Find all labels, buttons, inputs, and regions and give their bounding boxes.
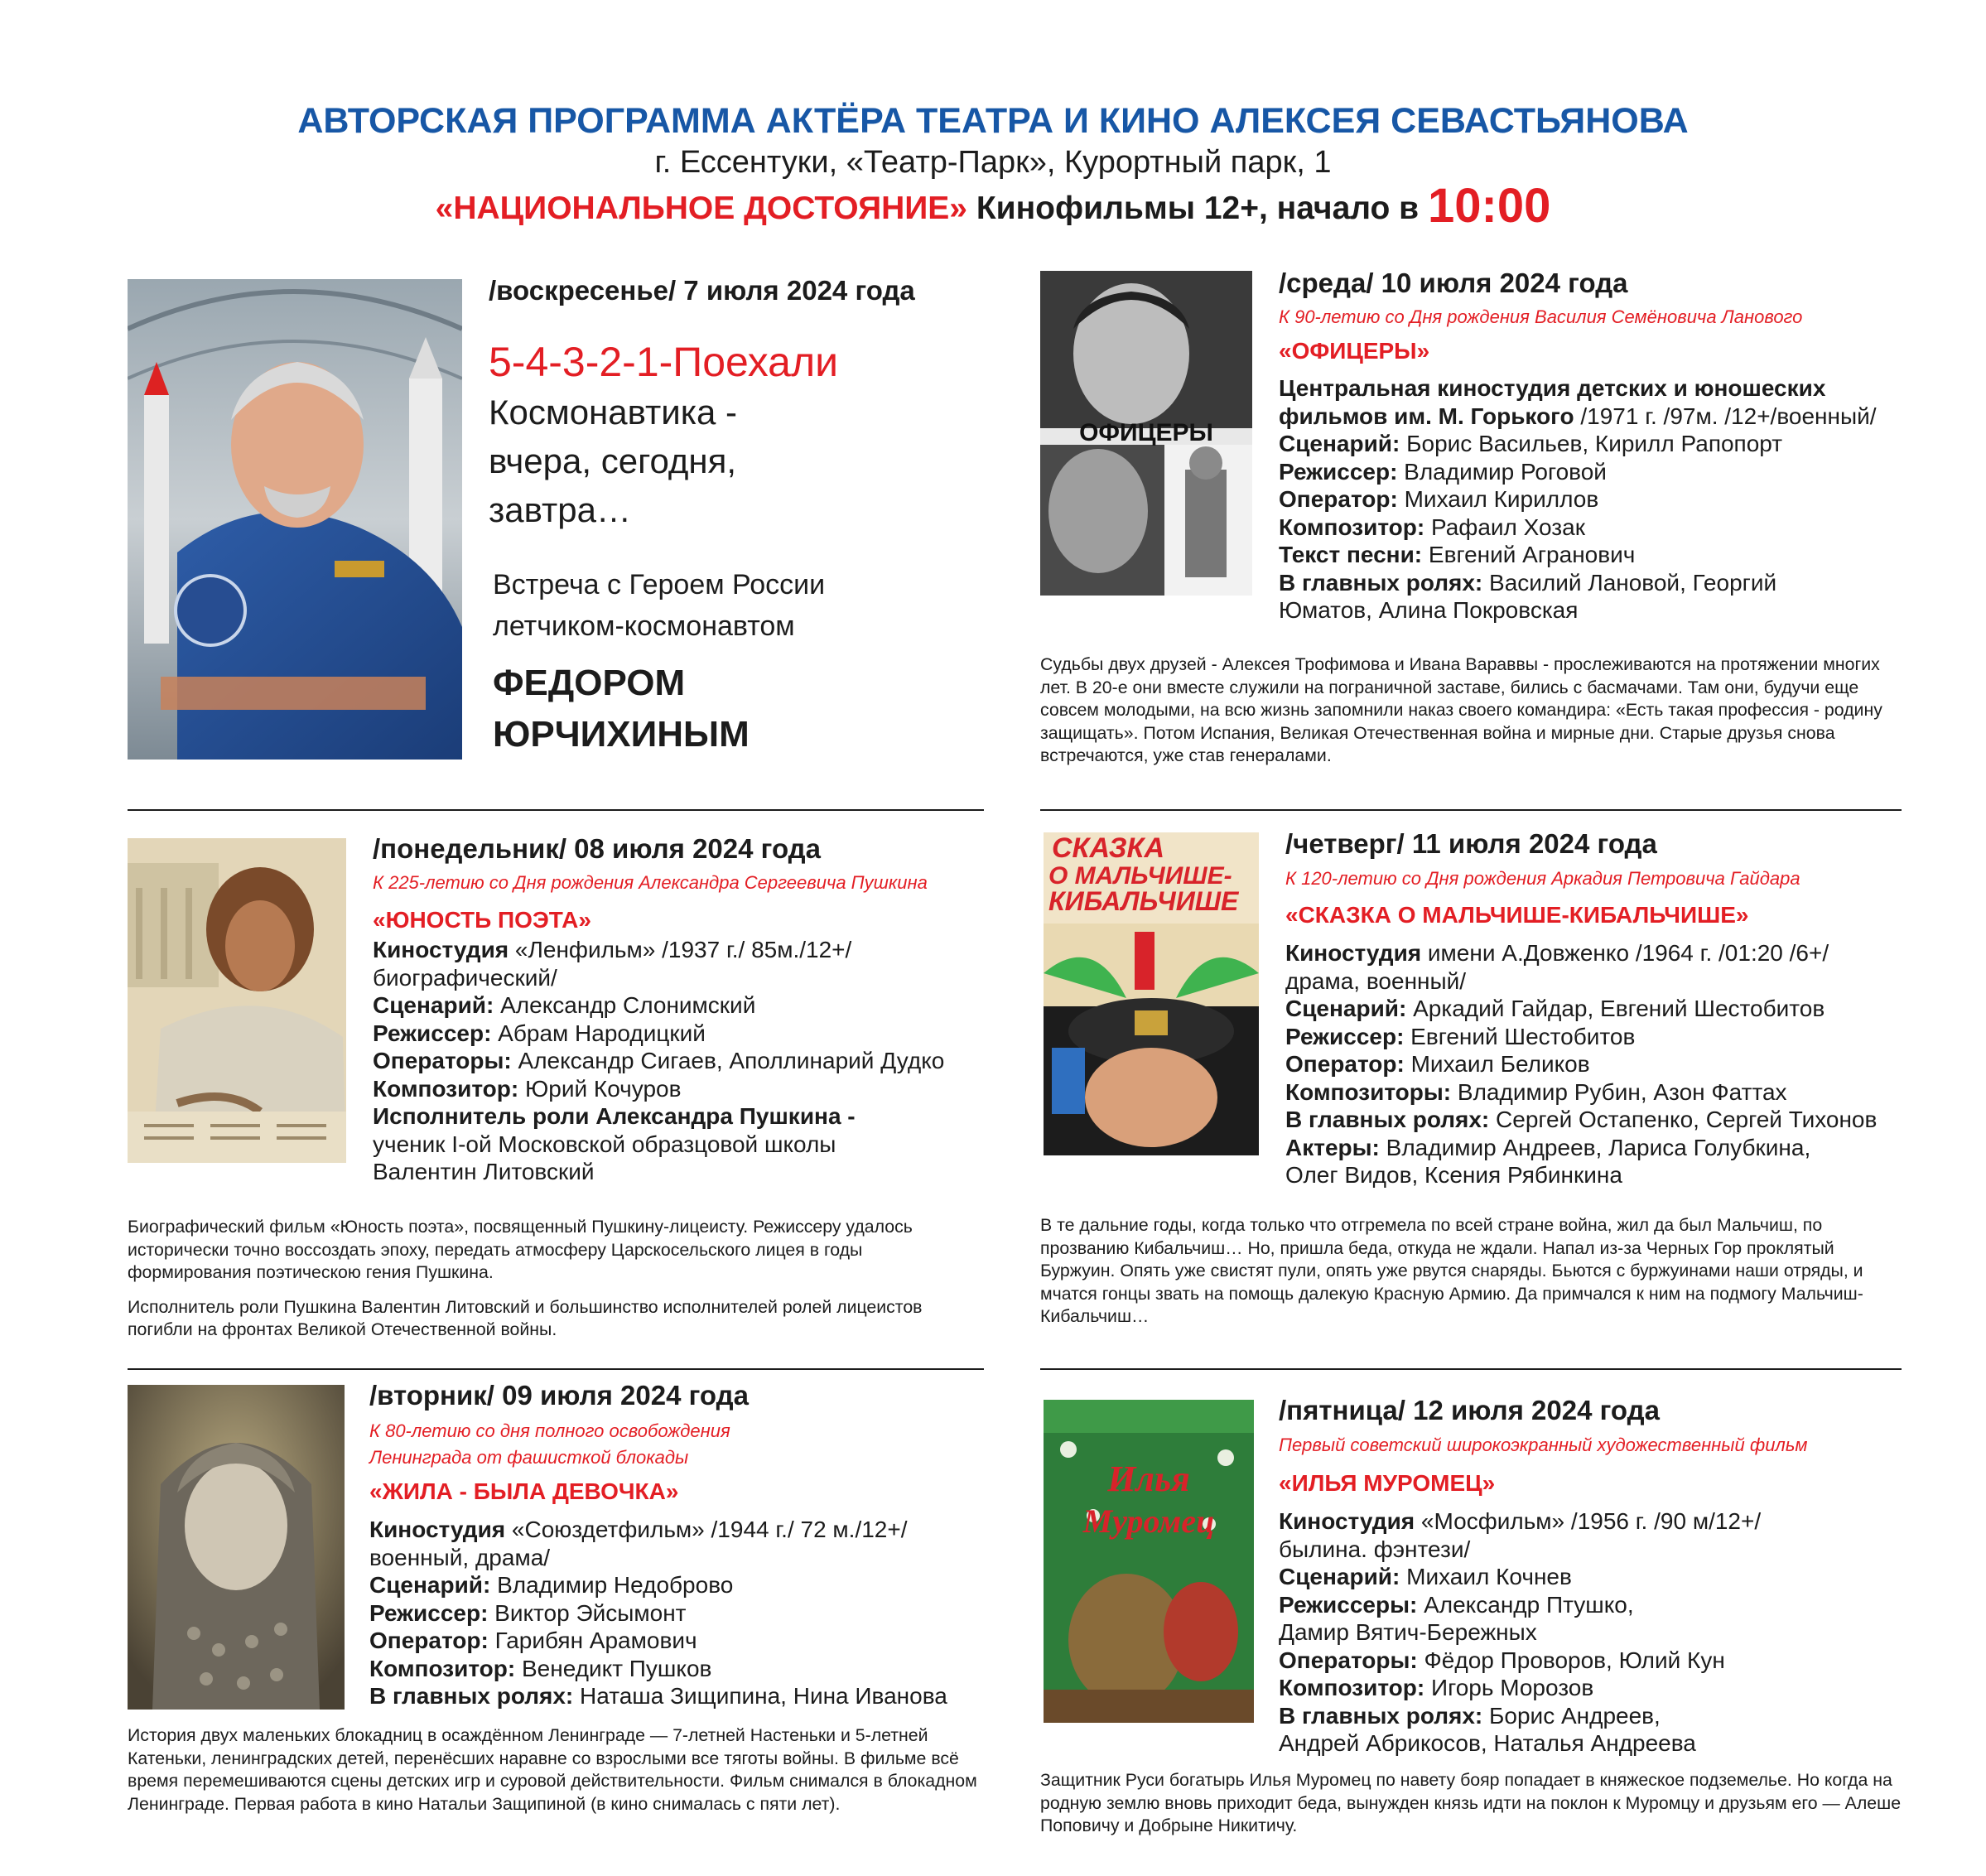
credit-line: Текст песни: Евгений Агранович: [1279, 542, 1636, 567]
meeting-line: летчиком-космонавтом: [493, 610, 795, 642]
studio-line: Киностудия «Мосфильм» /1956 г. /90 м/12+/ былина. фэнтези/: [1279, 1508, 1762, 1562]
friday-anniversary: Первый советский широкоэкранный художественный фильм: [1279, 1435, 1808, 1455]
credit-line: Режиссер: Владимир Роговой: [1279, 458, 1607, 485]
meeting-line: Встреча с Героем России: [493, 569, 826, 600]
credit-line: Оператор: Гарибян Арамович: [369, 1628, 697, 1653]
credit-line: Режиссер: Евгений Шестобитов: [1285, 1023, 1636, 1049]
credit-line: Композитор: Игорь Морозов: [1279, 1675, 1594, 1700]
studio-line: Центральная киностудия детских и юношеских фильмов им. М. Горького /1971 г. /97м. /12+/военный/: [1279, 375, 1877, 429]
credit-line: Сценарий: Михаил Кочнев: [1279, 1564, 1572, 1589]
films-info: Кинофильмы 12+, начало в: [967, 190, 1428, 226]
description-paragraph: Исполнитель роли Пушкина Валентин Литовский и большинство исполнителей ролей лицеистов погибли на фронтах Великой Отечественной войны.: [128, 1296, 923, 1339]
start-time: 10:00: [1428, 179, 1551, 233]
subtitle-line: завтра…: [489, 490, 631, 529]
credit-line: Операторы: Александр Сигаев, Аполлинарий Дудко: [373, 1048, 945, 1073]
tuesday-description: [128, 1724, 984, 1827]
description-paragraph: Судьбы двух друзей - Алексея Трофимова и Ивана Вараввы - прослеживаются на протяжении многих лет. В 20-е они вместе служили на пограничной заставе, бились с басмачами. Там они, будучи еще совсем молодыми, на всю жизнь запомнили наказ своего командира: «Есть такая профессия - родину защищать». Потом Испания, Великая Отечественная война и мирные дни. Старые друзья снова встречаются, уже став генералами.: [1040, 654, 1882, 765]
credit-line: Оператор: Михаил Кириллов: [1279, 486, 1599, 512]
credit-line: В главных ролях: Сергей Остапенко, Сергей Тихонов: [1285, 1107, 1878, 1132]
tuesday-date: /вторник/ 09 июля 2024 года: [369, 1380, 749, 1411]
performer-label: Исполнитель роли Александра Пушкина -: [373, 1103, 856, 1129]
divider: [1040, 809, 1902, 811]
credit-line: Режиссер: Абрам Народицкий: [373, 1020, 706, 1046]
wednesday-title: «ОФИЦЕРЫ»: [1279, 338, 1430, 364]
credit-line: Композиторы: Владимир Рубин, Азон Фаттах: [1285, 1078, 1787, 1105]
thursday-description: [1040, 1214, 1902, 1340]
divider: [128, 809, 984, 811]
guest-line: ЮРЧИХИНЫМ: [493, 714, 750, 755]
ilya-muromets-poster: [1044, 1400, 1254, 1723]
venue-address: г. Ессентуки, «Театр-Парк», Курортный парк, 1: [654, 145, 1332, 180]
credit-line: В главных ролях: Василий Лановой, Георгий Юматов, Алина Покровская: [1279, 569, 1777, 623]
subtitle-line: Космонавтика -: [489, 393, 738, 432]
yunost-poeta-poster: [128, 838, 346, 1163]
credit-line: В главных ролях: Наташа Зищипина, Нина Иванова: [369, 1683, 947, 1709]
tuesday-credits: [369, 1516, 966, 1710]
studio-line: Киностудия «Союздетфильм» /1944 г./ 72 м./12+/ военный, драма/: [369, 1517, 908, 1570]
credit-line: Сценарий: Аркадий Гайдар, Евгений Шестобитов: [1285, 996, 1825, 1021]
monday-description: [128, 1216, 984, 1353]
credit-line: Сценарий: Владимир Недоброво: [369, 1572, 734, 1598]
thursday-date: /четверг/ 11 июля 2024 года: [1285, 828, 1657, 859]
wednesday-description: [1040, 653, 1902, 779]
sunday-subtitle: [489, 388, 737, 534]
friday-date: /пятница/ 12 июля 2024 года: [1279, 1395, 1660, 1425]
description-paragraph: В те дальние годы, когда только что отгремела по всей стране война, жил да был Мальчиш, по прозванию Кибальчиш… Но, пришла беда, откуда не ждали. Напал из-за Черных Гор проклятый Буржуин. Опять уже свистят пули, опять уже рвутся снаряды. Бьются с буржуинами наши отряды, и мчатся гонцы звать на помощь далекую Красную Армию. Да примчался к ним на подмогу Мальчиш-Кибальчиш…: [1040, 1215, 1863, 1326]
studio-line: Киностудия «Ленфильм» /1937 г./ 85м./12+/ биографический/: [373, 937, 852, 991]
wednesday-anniversary: К 90-летию со Дня рождения Василия Семёновича Ланового: [1279, 306, 1803, 327]
friday-credits: [1279, 1507, 1875, 1758]
credit-line: Операторы: Фёдор Проворов, Юлий Кун: [1279, 1647, 1725, 1673]
description-paragraph: История двух маленьких блокадниц в осаждённом Ленинграде — 7-летней Настеньки и 5-летней Катеньки, ленинградских детей, перенёсших наравне со взрослыми все тяготы войны. В фильме всё время перемешиваются сцены детских игр и суровой действительности. Фильм снимался в блокадном Ленинграде. Первая работа в кино Натальи Защипиной (в кино снималась с пяти лет).: [128, 1725, 977, 1814]
credit-line: Композитор: Рафаил Хозак: [1279, 514, 1585, 540]
credit-line: Оператор: Михаил Беликов: [1285, 1051, 1590, 1077]
credit-line: Актеры: Владимир Андреев, Лариса Голубкина, Олег Видов, Ксения Рябинкина: [1285, 1134, 1811, 1188]
friday-title: «ИЛЬЯ МУРОМЕЦ»: [1279, 1470, 1496, 1496]
thursday-title: «СКАЗКА О МАЛЬЧИШЕ-КИБАЛЬЧИШЕ»: [1285, 902, 1749, 928]
description-paragraph: Защитник Руси богатырь Илья Муромец по навету бояр попадает в княжеское подземелье. Но когда на родную землю вновь приходит беда, вынужден князь идти на поклон к Муромцу и друзьям его — Алеше Поповичу и Добрыне Никитичу.: [1040, 1770, 1902, 1835]
description-paragraph: Биографический фильм «Юность поэта», посвященный Пушкину-лицеисту. Режиссеру удалось исторически точно воссоздать эпоху, передать атмосферу Царскосельского лицея в годы формирования поэтическою гения Пушкина.: [128, 1217, 913, 1282]
credit-line: Композитор: Юрий Кочуров: [373, 1075, 682, 1102]
poster-line: Илья: [1107, 1459, 1190, 1499]
anniversary-line: К 80-летию со дня полного освобождения: [369, 1420, 730, 1441]
poster-line: О МАЛЬЧИШЕ-: [1048, 862, 1232, 890]
credit-line: Режиссеры: Александр Птушко, Дамир Вятич-Бережных: [1279, 1591, 1634, 1645]
studio-line: Киностудия имени А.Довженко /1964 г. /01:20 /6+/ драма, военный/: [1285, 940, 1829, 994]
credit-line: Композитор: Венедикт Пушков: [369, 1655, 712, 1681]
zhila-byla-devochka-poster: [128, 1385, 345, 1710]
wednesday-credits: [1279, 374, 1908, 625]
poster-line: СКАЗКА: [1052, 832, 1165, 864]
credit-line: Сценарий: Борис Васильев, Кирилл Рапопорт: [1279, 431, 1783, 456]
divider: [128, 1368, 984, 1370]
program-name: «НАЦИОНАЛЬНОЕ ДОСТОЯНИЕ»: [435, 190, 967, 226]
program-subtitle: [0, 178, 1986, 234]
oficery-poster: [1040, 271, 1252, 596]
program-title: АВТОРСКАЯ ПРОГРАММА АКТЁРА ТЕАТРА И КИНО АЛЕКСЕЯ СЕВАСТЬЯНОВА: [297, 101, 1689, 141]
thursday-credits: [1285, 939, 1898, 1189]
cosmonaut-photo: [128, 279, 462, 760]
wednesday-date: /среда/ 10 июля 2024 года: [1279, 268, 1628, 298]
monday-credits: [373, 936, 969, 1186]
sunday-title: 5-4-3-2-1-Поехали: [489, 339, 839, 385]
monday-anniversary: К 225-летию со Дня рождения Александра Сергеевича Пушкина: [373, 872, 928, 893]
poster-line: КИБАЛЬЧИШЕ: [1048, 886, 1239, 916]
thursday-anniversary: К 120-летию со Дня рождения Аркадия Петровича Гайдара: [1285, 868, 1800, 889]
sunday-meeting: [493, 564, 825, 647]
kibalchish-poster: [1044, 832, 1259, 1155]
monday-date: /понедельник/ 08 июля 2024 года: [373, 833, 821, 864]
tuesday-title: «ЖИЛА - БЫЛА ДЕВОЧКА»: [369, 1478, 679, 1504]
sunday-guest: [493, 658, 750, 760]
monday-title: «ЮНОСТЬ ПОЭТА»: [373, 907, 591, 933]
credit-line: Сценарий: Александр Слонимский: [373, 992, 756, 1018]
poster-line: Муромец: [1082, 1502, 1215, 1540]
anniversary-line: Ленинграда от фашисткой блокады: [369, 1447, 689, 1468]
tuesday-anniversary: [369, 1418, 730, 1471]
sunday-date: /воскресенье/ 7 июля 2024 года: [489, 275, 915, 306]
poster-title: ОФИЦЕРЫ: [1079, 419, 1213, 446]
guest-line: ФЕДОРОМ: [493, 663, 686, 703]
friday-description: [1040, 1769, 1902, 1849]
divider: [1040, 1368, 1902, 1370]
credit-line: В главных ролях: Борис Андреев, Андрей Абрикосов, Наталья Андреева: [1279, 1702, 1696, 1756]
credit-line: Режиссер: Виктор Эйсымонт: [369, 1599, 687, 1626]
performer-value: ученик I-ой Московской образцовой школы Валентин Литовский: [373, 1131, 836, 1184]
subtitle-line: вчера, сегодня,: [489, 441, 737, 480]
